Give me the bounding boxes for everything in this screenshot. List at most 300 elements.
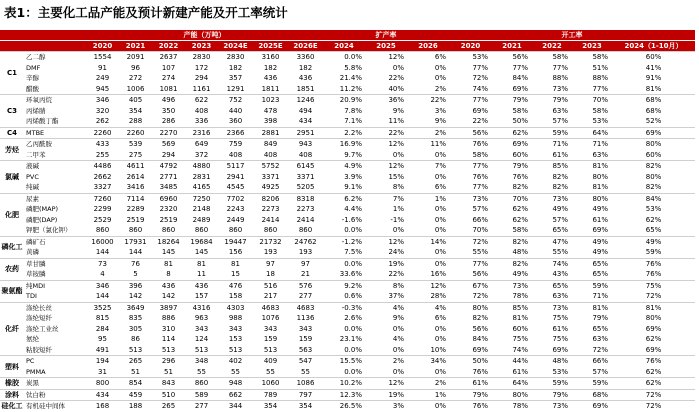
capacity-cell: 55 bbox=[301, 367, 310, 376]
product-name: MTBE bbox=[24, 127, 86, 139]
capacity-cell: 81 bbox=[218, 258, 253, 269]
table-row bbox=[0, 150, 695, 161]
capacity-year-header: 2023 bbox=[185, 41, 218, 52]
capacity-cell: 2091 bbox=[119, 52, 152, 63]
util-cell: 62% bbox=[512, 215, 528, 224]
growth-cell: 21.4% bbox=[339, 74, 362, 83]
util-cell: 79% bbox=[532, 389, 572, 401]
capacity-cell: 18 bbox=[266, 270, 275, 279]
util-cell: 82% bbox=[552, 183, 568, 192]
section-label: 磷化工 bbox=[0, 236, 24, 258]
capacity-cell: 346 bbox=[86, 95, 119, 106]
growth-cell: 0% bbox=[407, 258, 449, 269]
capacity-cell: 107 bbox=[161, 63, 176, 72]
capacity-cell: 2519 bbox=[159, 215, 178, 224]
capacity-cell: 4303 bbox=[218, 302, 253, 313]
growth-cell: 7.5% bbox=[344, 248, 362, 257]
capacity-cell: 2951 bbox=[288, 127, 323, 139]
util-cell: 50% bbox=[449, 356, 492, 367]
capacity-cell: 3371 bbox=[261, 172, 280, 181]
capacity-cell: 144 bbox=[128, 248, 143, 257]
capacity-cell: 408 bbox=[263, 150, 278, 159]
capacity-cell: 172 bbox=[194, 63, 209, 72]
capacity-cell: 1136 bbox=[296, 314, 315, 323]
util-cell: 76% bbox=[512, 172, 528, 181]
table-row bbox=[0, 236, 695, 247]
capacity-cell: 275 bbox=[128, 150, 143, 159]
util-cell: 76% bbox=[612, 258, 695, 269]
growth-cell: 0% bbox=[434, 150, 446, 159]
growth-cell: 15.5% bbox=[323, 356, 365, 367]
product-name: 磷肥(DAP) bbox=[26, 215, 58, 224]
growth-cell: 34% bbox=[407, 356, 449, 367]
capacity-cell: 249 bbox=[95, 74, 110, 83]
section-label: 农药 bbox=[0, 258, 24, 280]
util-cell: 69% bbox=[572, 401, 612, 412]
util-cell: 80% bbox=[612, 139, 695, 150]
capacity-cell: 294 bbox=[194, 74, 209, 83]
capacity-cell: 114 bbox=[161, 335, 176, 344]
capacity-cell: 11 bbox=[197, 270, 206, 279]
capacity-cell: 96 bbox=[131, 63, 140, 72]
util-cell: 85% bbox=[532, 161, 572, 172]
capacity-cell: 255 bbox=[95, 150, 110, 159]
capacity-cell: 277 bbox=[298, 292, 313, 301]
capacity-cell: 513 bbox=[128, 345, 143, 354]
capacity-cell: 262 bbox=[95, 117, 110, 126]
table-row bbox=[0, 345, 695, 356]
util-cell: 55% bbox=[472, 248, 488, 257]
util-cell: 75% bbox=[612, 280, 695, 291]
capacity-cell: 288 bbox=[128, 117, 143, 126]
util-cell: 62% bbox=[645, 367, 662, 376]
util-cell: 48% bbox=[532, 356, 572, 367]
capacity-cell: 16000 bbox=[86, 236, 119, 247]
capacity-cell: 294 bbox=[161, 150, 176, 159]
table-row bbox=[0, 258, 695, 269]
util-cell: 72% bbox=[612, 401, 695, 412]
util-cell: 48% bbox=[512, 248, 528, 257]
growth-cell: 0.0% bbox=[344, 345, 362, 354]
capacity-cell: 1851 bbox=[296, 84, 315, 93]
capacity-cell: 4165 bbox=[192, 183, 211, 192]
growth-cell: 16.9% bbox=[323, 139, 365, 150]
growth-cell: 0% bbox=[392, 63, 404, 72]
capacity-cell: 1076 bbox=[261, 314, 280, 323]
growth-cell: 11% bbox=[407, 139, 449, 150]
product-name: 环氧丙烷 bbox=[24, 95, 86, 106]
product-name: 二甲苯 bbox=[26, 150, 46, 159]
util-year-header: 2020 bbox=[449, 41, 492, 52]
capacity-cell: 277 bbox=[185, 401, 218, 412]
util-cell: 49% bbox=[592, 248, 608, 257]
growth-cell: 6% bbox=[407, 52, 449, 63]
capacity-cell: 1554 bbox=[86, 52, 119, 63]
table-row bbox=[0, 269, 695, 280]
util-cell: 69% bbox=[645, 345, 662, 354]
growth-cell: 0% bbox=[434, 205, 446, 214]
growth-cell: 37% bbox=[388, 292, 404, 301]
capacity-cell: 408 bbox=[298, 150, 313, 159]
util-cell: 47% bbox=[532, 236, 572, 247]
util-cell: 77% bbox=[449, 161, 492, 172]
capacity-cell: 5117 bbox=[218, 161, 253, 172]
util-cell: 73% bbox=[532, 401, 572, 412]
growth-cell: 2% bbox=[407, 378, 449, 390]
capacity-cell: 144 bbox=[95, 248, 110, 257]
util-cell: 58% bbox=[572, 52, 612, 63]
table-header bbox=[0, 30, 695, 52]
util-cell: 76% bbox=[612, 356, 695, 367]
capacity-cell: 5752 bbox=[253, 161, 288, 172]
util-cell: 72% bbox=[472, 74, 488, 83]
util-cell: 82% bbox=[612, 161, 695, 172]
util-cell: 81% bbox=[512, 314, 528, 323]
util-cell: 79% bbox=[592, 314, 608, 323]
capacity-cell: 193 bbox=[263, 248, 278, 257]
capacity-cell: 943 bbox=[288, 139, 323, 150]
util-cell: 62% bbox=[612, 378, 695, 390]
product-name: 粘胶短纤 bbox=[26, 345, 52, 354]
growth-cell: 0% bbox=[434, 335, 446, 344]
growth-cell: 6% bbox=[434, 183, 446, 192]
capacity-cell: 789 bbox=[253, 389, 288, 401]
util-cell: 75% bbox=[552, 335, 568, 344]
capacity-cell: 433 bbox=[86, 139, 119, 150]
growth-cell: 0.0% bbox=[323, 52, 365, 63]
capacity-cell: 372 bbox=[194, 150, 209, 159]
growth-cell: 3% bbox=[365, 401, 407, 412]
util-cell: 65% bbox=[552, 226, 568, 235]
table-row bbox=[0, 52, 695, 63]
capacity-cell: 436 bbox=[263, 74, 278, 83]
util-cell: 49% bbox=[612, 236, 695, 247]
capacity-cell: 1006 bbox=[126, 84, 145, 93]
util-cell: 79% bbox=[532, 95, 572, 106]
capacity-cell: 360 bbox=[228, 117, 243, 126]
growth-cell: 1% bbox=[392, 205, 404, 214]
growth-cell: 26.5% bbox=[323, 401, 365, 412]
util-cell: 76% bbox=[472, 172, 488, 181]
growth-cell: 2% bbox=[434, 84, 446, 93]
util-cell: 81% bbox=[572, 302, 612, 313]
util-cell: 43% bbox=[552, 270, 568, 279]
capacity-cell: 4611 bbox=[119, 161, 152, 172]
capacity-cell: 797 bbox=[288, 389, 323, 401]
growth-cell: 6.2% bbox=[323, 193, 365, 204]
capacity-cell: 835 bbox=[128, 314, 143, 323]
util-cell: 56% bbox=[472, 324, 488, 333]
capacity-cell: 3485 bbox=[159, 183, 178, 192]
growth-cell: 11.2% bbox=[339, 84, 362, 93]
util-cell: 65% bbox=[592, 270, 608, 279]
util-cell: 61% bbox=[449, 378, 492, 390]
product-name: 辛醇 bbox=[26, 74, 39, 83]
capacity-cell: 2289 bbox=[126, 205, 145, 214]
capacity-cell: 2414 bbox=[261, 215, 280, 224]
section-label: 硅化工 bbox=[1, 402, 23, 411]
util-cell: 63% bbox=[592, 335, 608, 344]
capacity-year-header: 2020 bbox=[86, 41, 119, 52]
util-cell: 71% bbox=[572, 139, 612, 150]
growth-cell: 4% bbox=[392, 335, 404, 344]
table-title: 表1：主要化工品产能及预计新建产能及开工率统计 bbox=[4, 5, 288, 20]
capacity-cell: 265 bbox=[152, 401, 185, 412]
product-name: 磷肥(MAP) bbox=[26, 205, 59, 214]
capacity-cell: 2529 bbox=[93, 215, 112, 224]
capacity-cell: 159 bbox=[298, 335, 313, 344]
growth-year-header: 2026 bbox=[407, 41, 449, 52]
capacity-cell: 4792 bbox=[152, 161, 185, 172]
capacity-cell: 4545 bbox=[226, 183, 245, 192]
util-cell: 82% bbox=[472, 314, 488, 323]
capacity-cell: 849 bbox=[253, 139, 288, 150]
product-name: 草甘膦 bbox=[24, 258, 86, 269]
util-cell: 53% bbox=[449, 52, 492, 63]
util-cell: 58% bbox=[512, 226, 528, 235]
table-row bbox=[0, 204, 695, 215]
growth-cell: 4% bbox=[407, 302, 449, 313]
util-cell: 62% bbox=[512, 205, 528, 214]
util-cell: 65% bbox=[645, 226, 662, 235]
growth-cell: 0% bbox=[392, 150, 404, 159]
capacity-cell: 1291 bbox=[226, 84, 245, 93]
capacity-cell: 963 bbox=[194, 314, 209, 323]
capacity-cell: 51 bbox=[131, 367, 140, 376]
util-cell: 73% bbox=[532, 193, 572, 204]
util-cell: 73% bbox=[492, 280, 532, 291]
table-row bbox=[0, 127, 695, 139]
growth-cell: 19% bbox=[365, 389, 407, 401]
capacity-cell: 1161 bbox=[192, 84, 211, 93]
product-name: 氨纶 bbox=[26, 335, 39, 344]
capacity-cell: 217 bbox=[263, 292, 278, 301]
capacity-cell: 476 bbox=[218, 280, 253, 291]
capacity-cell: 1086 bbox=[288, 378, 323, 390]
capacity-cell: 2366 bbox=[218, 127, 253, 139]
util-cell: 74% bbox=[512, 345, 528, 354]
capacity-cell: 402 bbox=[218, 356, 253, 367]
growth-cell: 0% bbox=[407, 401, 449, 412]
util-cell: 58% bbox=[592, 106, 608, 115]
growth-cell: 20.9% bbox=[323, 95, 365, 106]
util-cell: 75% bbox=[512, 335, 528, 344]
util-cell: 60% bbox=[512, 150, 528, 159]
growth-cell: 0% bbox=[392, 226, 404, 235]
capacity-cell: 436 bbox=[185, 280, 218, 291]
capacity-cell: 440 bbox=[228, 106, 243, 115]
product-name: 涤纶工业丝 bbox=[26, 324, 59, 333]
util-cell: 59% bbox=[572, 280, 612, 291]
capacity-cell: 2881 bbox=[253, 127, 288, 139]
capacity-cell: 21 bbox=[301, 270, 310, 279]
capacity-cell: 576 bbox=[288, 280, 323, 291]
table-row bbox=[0, 401, 695, 412]
capacity-cell: 344 bbox=[218, 401, 253, 412]
util-cell: 53% bbox=[645, 205, 662, 214]
capacity-cell: 510 bbox=[152, 389, 185, 401]
util-cell: 77% bbox=[472, 63, 488, 72]
capacity-cell: 310 bbox=[161, 324, 176, 333]
table-row bbox=[0, 106, 695, 117]
growth-cell: 3.9% bbox=[344, 172, 362, 181]
util-cell: 70% bbox=[572, 95, 612, 106]
table-row bbox=[0, 63, 695, 74]
growth-cell: 2.6% bbox=[344, 314, 362, 323]
capacity-cell: 343 bbox=[263, 324, 278, 333]
capacity-cell: 860 bbox=[95, 226, 110, 235]
capacity-cell: 398 bbox=[263, 117, 278, 126]
growth-cell: 22% bbox=[365, 127, 407, 139]
growth-cell: 23.1% bbox=[339, 335, 362, 344]
growth-cell: 0.6% bbox=[344, 292, 362, 301]
growth-cell: 40% bbox=[388, 84, 404, 93]
capacity-cell: 2273 bbox=[261, 205, 280, 214]
product-name: 钛白粉 bbox=[24, 389, 86, 401]
util-cell: 68% bbox=[612, 95, 695, 106]
capacity-cell: 860 bbox=[185, 378, 218, 390]
util-cell: 58% bbox=[532, 52, 572, 63]
util-cell: 65% bbox=[592, 324, 608, 333]
growth-group-header: 扩产率 bbox=[323, 30, 449, 41]
util-cell: 85% bbox=[492, 302, 532, 313]
capacity-cell: 649 bbox=[185, 139, 218, 150]
capacity-cell: 305 bbox=[128, 324, 143, 333]
capacity-cell: 6145 bbox=[288, 161, 323, 172]
product-name: 醋酸 bbox=[26, 84, 39, 93]
util-cell: 44% bbox=[492, 356, 532, 367]
capacity-cell: 662 bbox=[218, 389, 253, 401]
capacity-cell: 7114 bbox=[119, 193, 152, 204]
capacity-cell: 860 bbox=[161, 226, 176, 235]
table-row bbox=[0, 182, 695, 193]
capacity-cell: 2830 bbox=[218, 52, 253, 63]
util-cell: 62% bbox=[645, 335, 662, 344]
capacity-cell: 296 bbox=[152, 356, 185, 367]
util-cell: 59% bbox=[572, 378, 612, 390]
capacity-cell: 396 bbox=[119, 280, 152, 291]
util-cell: 56% bbox=[449, 127, 492, 139]
growth-cell: 4.9% bbox=[323, 161, 365, 172]
capacity-cell: 81 bbox=[152, 258, 185, 269]
capacity-cell: 860 bbox=[263, 226, 278, 235]
capacity-cell: 182 bbox=[298, 63, 313, 72]
util-cell: 80% bbox=[592, 172, 608, 181]
capacity-cell: 800 bbox=[86, 378, 119, 390]
capacity-cell: 2831 bbox=[192, 172, 211, 181]
growth-cell: 33.6% bbox=[339, 270, 362, 279]
capacity-cell: 547 bbox=[288, 356, 323, 367]
util-cell: 58% bbox=[512, 106, 528, 115]
growth-cell: 0% bbox=[434, 248, 446, 257]
util-cell: 49% bbox=[512, 270, 528, 279]
capacity-cell: 91 bbox=[98, 63, 107, 72]
util-cell: 80% bbox=[645, 314, 662, 323]
util-cell: 56% bbox=[472, 270, 488, 279]
util-cell: 61% bbox=[592, 215, 608, 224]
section-label: 聚氨酯 bbox=[0, 280, 24, 302]
capacity-cell: 7250 bbox=[185, 193, 218, 204]
growth-cell: 0% bbox=[434, 215, 446, 224]
util-year-header: 2023 bbox=[572, 41, 612, 52]
capacity-cell: 1246 bbox=[288, 95, 323, 106]
capacity-cell: 142 bbox=[128, 292, 143, 301]
capacity-cell: 1081 bbox=[159, 84, 178, 93]
capacity-cell: 274 bbox=[161, 74, 176, 83]
growth-cell: -1.2% bbox=[323, 236, 365, 247]
growth-cell: 4.4% bbox=[344, 205, 362, 214]
util-cell: 68% bbox=[645, 106, 662, 115]
capacity-cell: 24762 bbox=[288, 236, 323, 247]
growth-cell: 2% bbox=[365, 356, 407, 367]
util-cell: 79% bbox=[492, 95, 532, 106]
table-row bbox=[0, 378, 695, 390]
capacity-cell: 158 bbox=[228, 292, 243, 301]
growth-cell: 7.1% bbox=[344, 117, 362, 126]
capacity-cell: 589 bbox=[185, 389, 218, 401]
capacity-cell: 494 bbox=[298, 106, 313, 115]
table-row bbox=[0, 389, 695, 401]
product-name: 草铵膦 bbox=[26, 270, 46, 279]
product-name: 丙烯腈 bbox=[26, 106, 46, 115]
capacity-cell: 357 bbox=[228, 74, 243, 83]
growth-year-header: 2024 bbox=[323, 41, 365, 52]
util-cell: 62% bbox=[492, 127, 532, 139]
util-cell: 52% bbox=[645, 117, 662, 126]
growth-cell: 8% bbox=[392, 183, 404, 192]
capacity-year-header: 2021 bbox=[119, 41, 152, 52]
product-name: DMF bbox=[26, 63, 41, 72]
section-label: 化纤 bbox=[0, 302, 24, 356]
capacity-cell: 3649 bbox=[119, 302, 152, 313]
growth-cell: 7% bbox=[407, 161, 449, 172]
util-year-header: 2024（1-10月） bbox=[612, 41, 695, 52]
capacity-cell: 19684 bbox=[185, 236, 218, 247]
capacity-cell: 478 bbox=[263, 106, 278, 115]
util-cell: 80% bbox=[572, 193, 612, 204]
product-name: 涤纶长丝 bbox=[24, 302, 86, 313]
capacity-cell: 4925 bbox=[261, 183, 280, 192]
util-year-header: 2022 bbox=[532, 41, 572, 52]
capacity-cell: 860 bbox=[228, 226, 243, 235]
util-cell: 56% bbox=[492, 52, 532, 63]
util-cell: 69% bbox=[645, 324, 662, 333]
table-row bbox=[0, 73, 695, 84]
util-cell: 81% bbox=[645, 84, 662, 93]
capacity-cell: 354 bbox=[253, 401, 288, 412]
capacity-cell: 354 bbox=[288, 401, 323, 412]
capacity-cell: 886 bbox=[161, 314, 176, 323]
capacity-cell: 1060 bbox=[253, 378, 288, 390]
capacity-cell: 854 bbox=[119, 378, 152, 390]
capacity-cell: 4880 bbox=[185, 161, 218, 172]
util-cell: 57% bbox=[592, 367, 608, 376]
growth-cell: 0% bbox=[434, 324, 446, 333]
capacity-cell: 1811 bbox=[261, 84, 280, 93]
util-cell: 63% bbox=[552, 106, 568, 115]
growth-cell: 0% bbox=[392, 324, 404, 333]
util-cell: 88% bbox=[592, 74, 608, 83]
util-cell: 84% bbox=[612, 193, 695, 204]
capacity-year-header: 2024E bbox=[218, 41, 253, 52]
capacity-cell: 3327 bbox=[93, 183, 112, 192]
growth-cell: 0% bbox=[434, 172, 446, 181]
capacity-cell: 7260 bbox=[86, 193, 119, 204]
growth-cell: 12.3% bbox=[323, 389, 365, 401]
table-row bbox=[0, 291, 695, 302]
product-name: PC bbox=[24, 356, 86, 367]
util-cell: 72% bbox=[592, 345, 608, 354]
